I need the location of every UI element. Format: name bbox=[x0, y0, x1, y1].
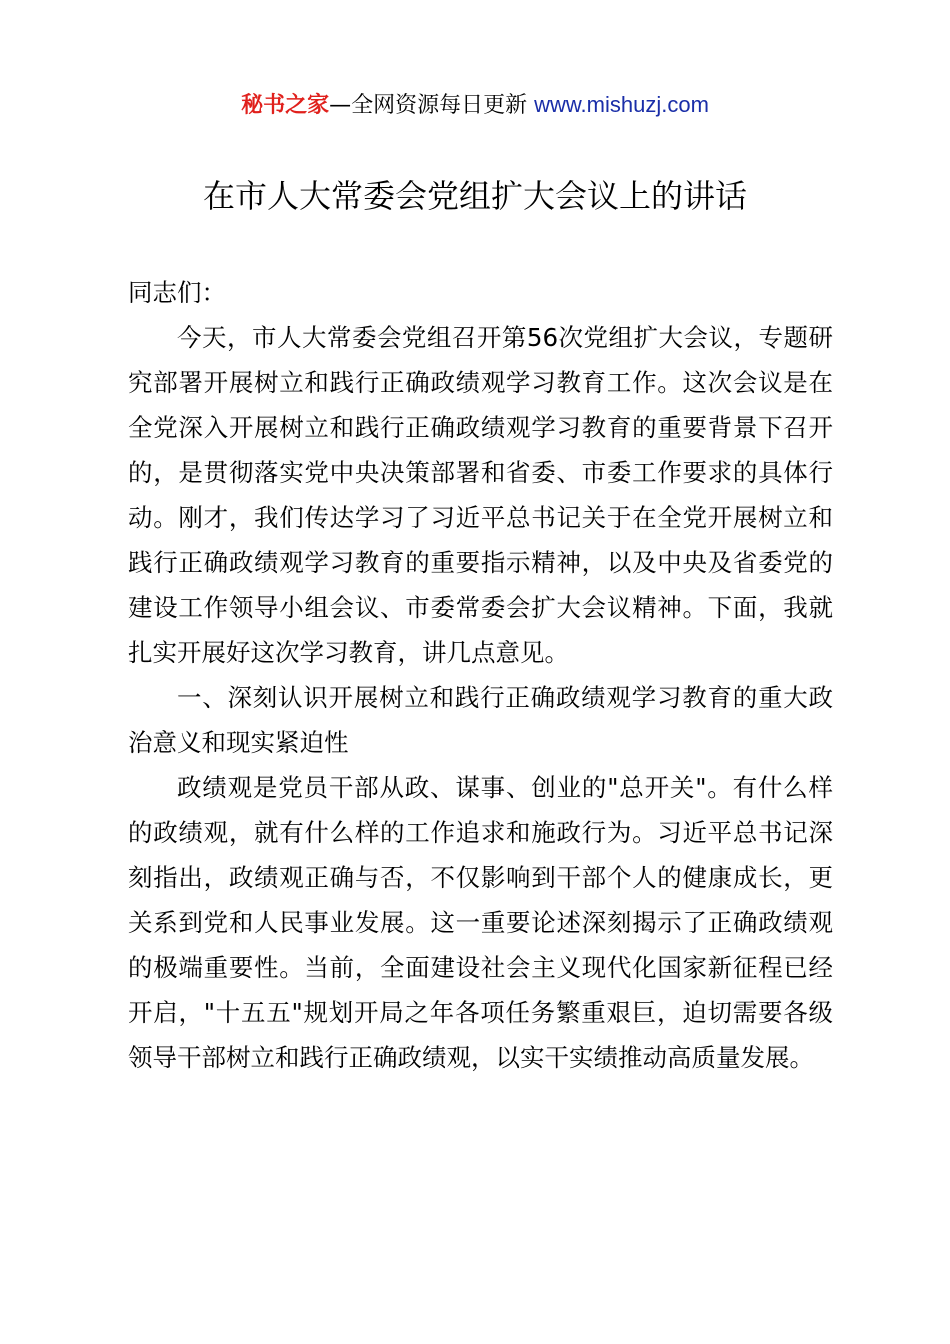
site-url: www.mishuzj.com bbox=[534, 92, 709, 117]
document-title: 在市人大常委会党组扩大会议上的讲话 bbox=[202, 177, 747, 215]
paragraph-intro: 今天，市人大常委会党组召开第56次党组扩大会议，专题研究部署开展树立和践行正确政绩观学习教育工作。这次会议是在全党深入开展树立和践行正确政绩观学习教育的重要背景下召开的，是贯彻落实党中央决策部署和省委、市委工作要求的具体行动。刚才，我们传达学习了习近平总书记关于在全党开展树立和践行正确政绩观学习教育的重要指示精神，以及中央及省委党的建设工作领导小组会议、市委常委会扩大会议精神。下面，我就扎实开展好这次学习教育，讲几点意见。 bbox=[128, 323, 833, 667]
document-body bbox=[128, 270, 833, 1080]
salutation: 同志们： bbox=[128, 278, 226, 307]
brand-name: 秘书之家 bbox=[241, 93, 330, 118]
header-tagline: —全网资源每日更新 bbox=[329, 93, 535, 118]
section-heading-1: 一、深刻认识开展树立和践行正确政绩观学习教育的重大政治意义和现实紧迫性 bbox=[128, 683, 833, 757]
site-header bbox=[0, 88, 950, 123]
paragraph-section-1: 政绩观是党员干部从政、谋事、创业的"总开关"。有什么样的政绩观，就有什么样的工作追求和施政行为。习近平总书记深刻指出，政绩观正确与否，不仅影响到干部个人的健康成长，更关系到党和人民事业发展。这一重要论述深刻揭示了正确政绩观的极端重要性。当前，全面建设社会主义现代化国家新征程已经开启，"十五五"规划开局之年各项任务繁重艰巨，迫切需要各级领导干部树立和践行正确政绩观，以实干实绩推动高质量发展。 bbox=[128, 773, 833, 1072]
